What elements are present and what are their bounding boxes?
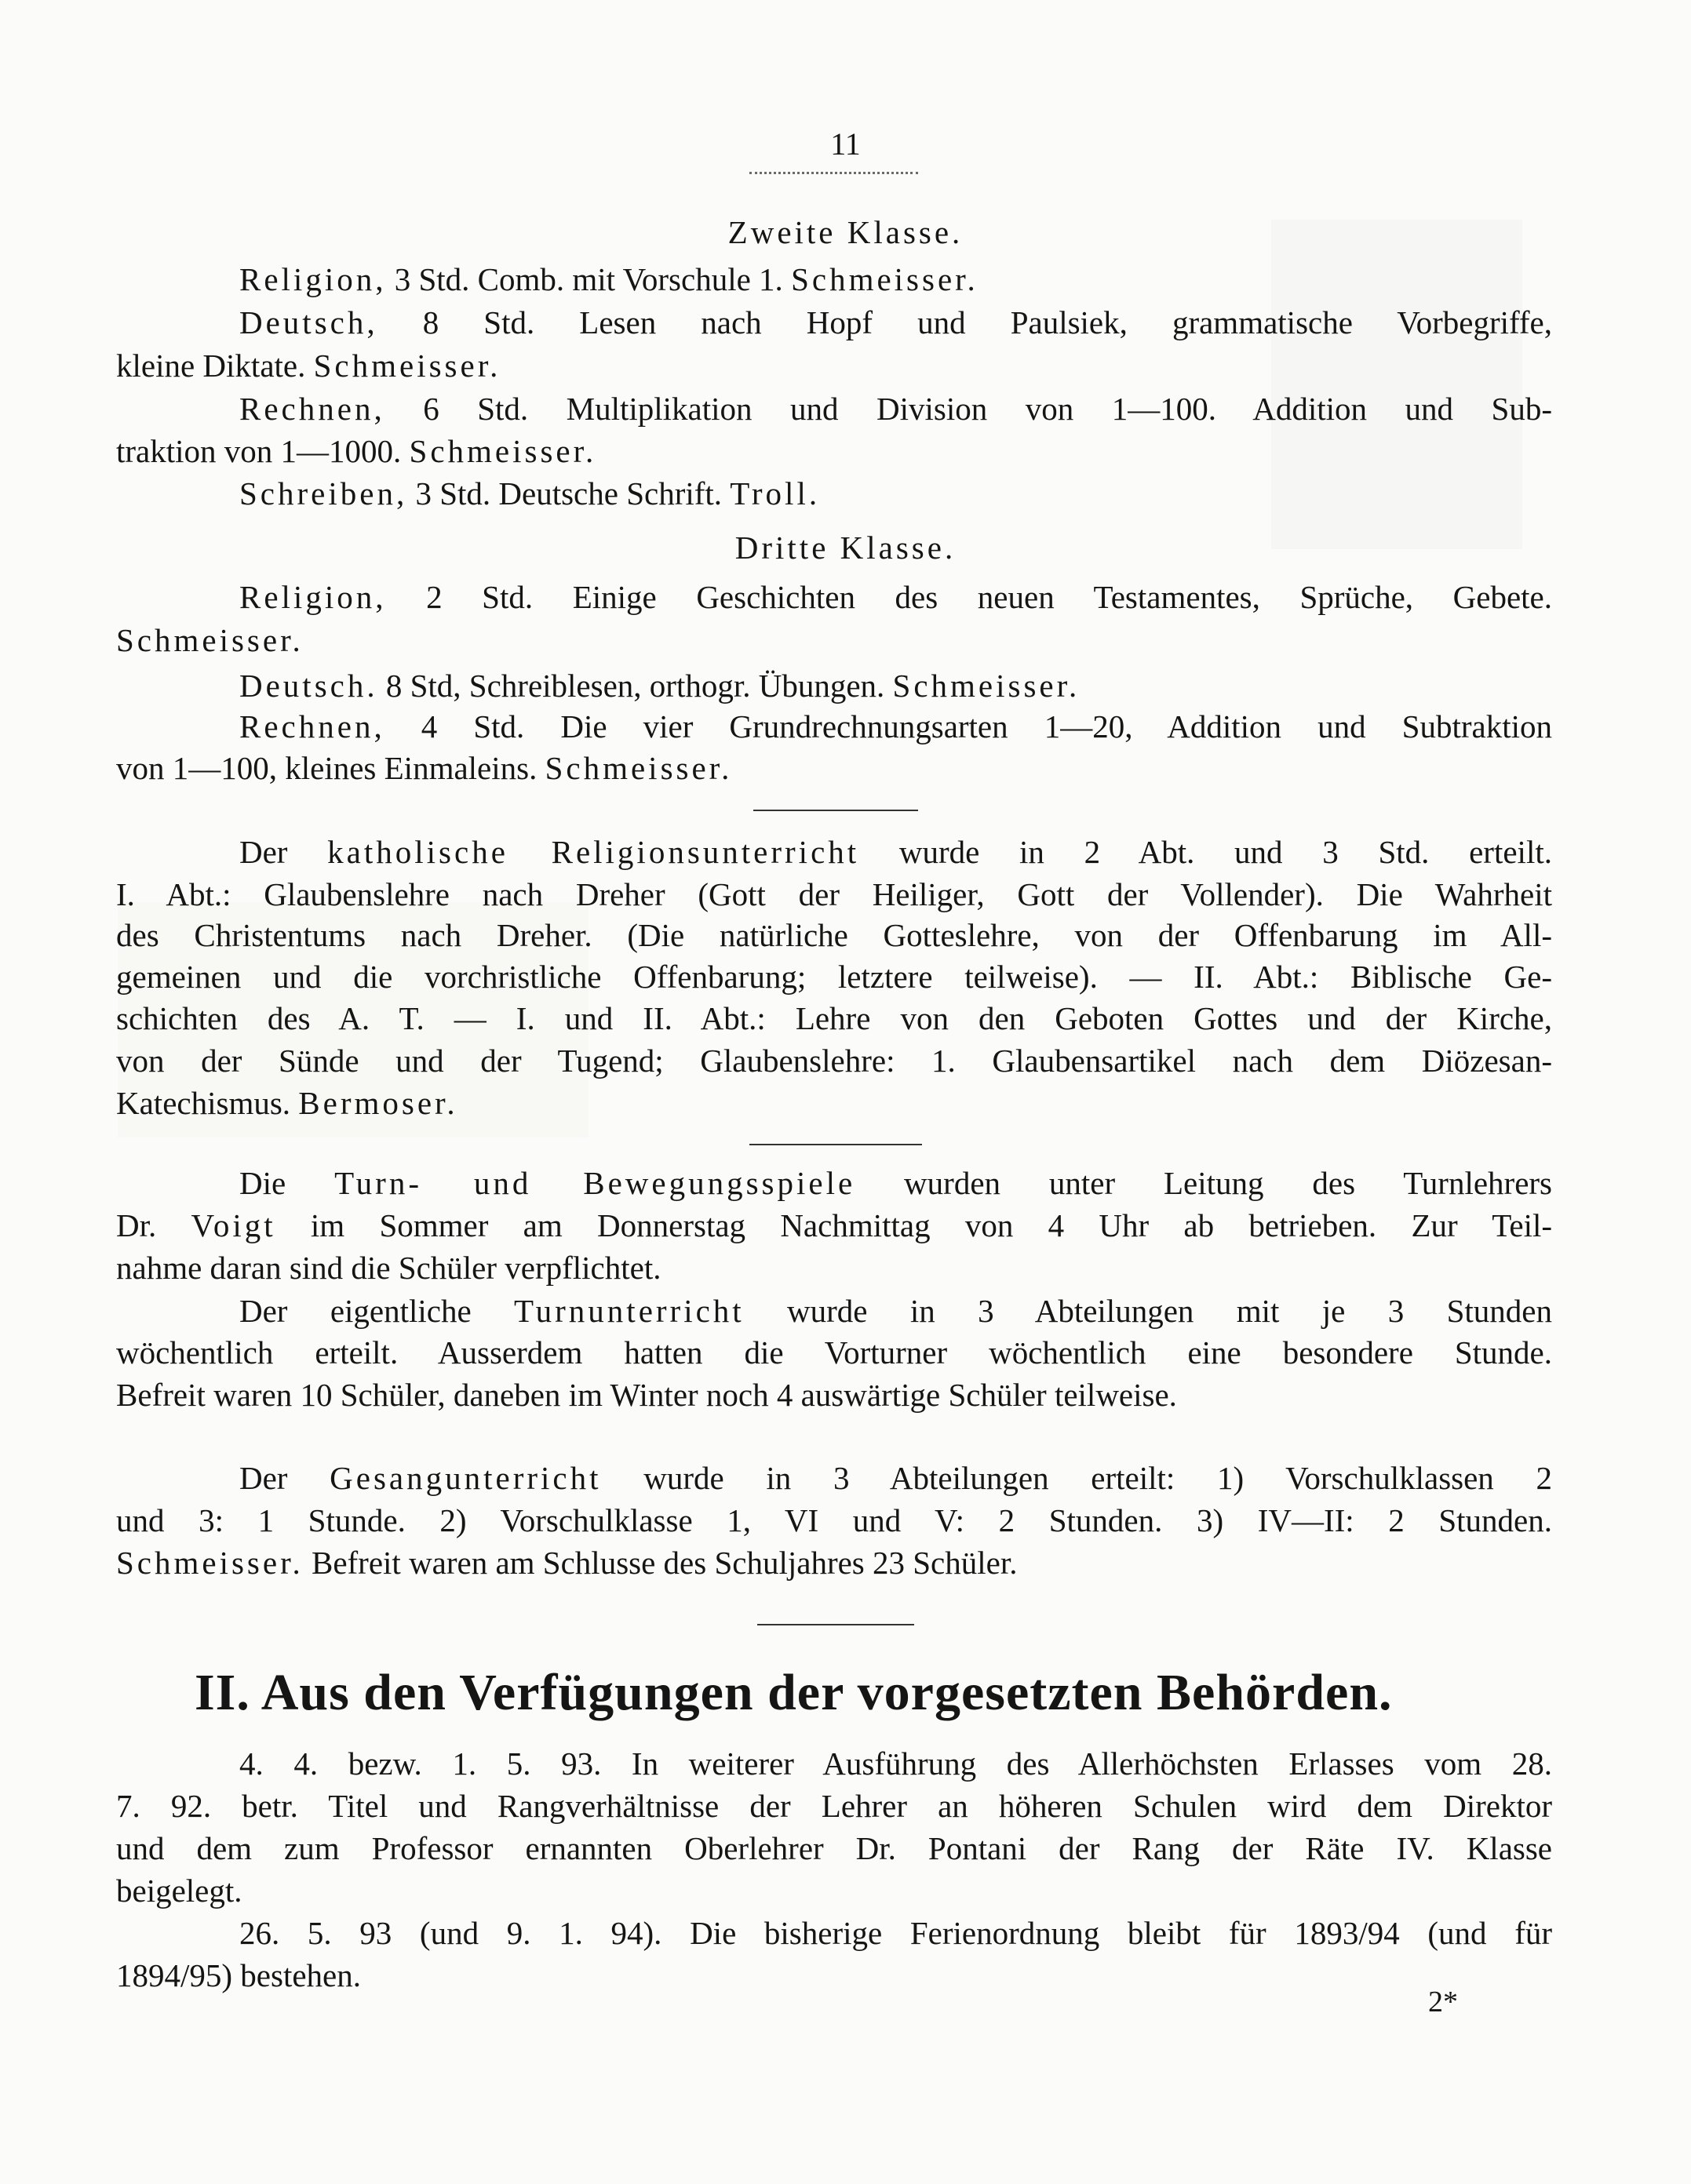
turn-line-1 <box>239 1163 1552 1203</box>
text: wurde in 3 Abteilungen erteilt: 1) Vorschulklassen 2 <box>601 1460 1553 1496</box>
gesang-line-2: und 3: 1 Stunde. 2) Vorschulklasse 1, VI und V: 2 Stunden. 3) IV—II: 2 Stunden. <box>116 1502 1552 1538</box>
teacher-name: Troll. <box>730 475 821 511</box>
text: Befreit waren am Schlusse des Schuljahres 23 Schüler. <box>303 1545 1018 1581</box>
turn-line-3: nahme daran sind die Schüler verpflichtet. <box>116 1250 661 1286</box>
verfuegung-1-line-3: und dem zum Professor ernannten Oberlehrer Dr. Pontani der Rang der Räte IV. Klasse <box>116 1830 1552 1866</box>
zweite-rechnen-line-2 <box>116 431 1552 471</box>
teacher-name: Schmeisser. <box>116 1545 304 1581</box>
zweite-deutsch-line-2 <box>116 345 1552 386</box>
text: Der <box>239 834 328 870</box>
kath-line-7 <box>116 1083 1552 1123</box>
verfuegung-1-line-4: beigelegt. <box>116 1873 242 1909</box>
spaced-term: katholische Religionsunterricht <box>327 834 860 870</box>
spaced-term: Turn- und Bewegungsspiele <box>334 1165 856 1201</box>
zweite-religion-line <box>239 259 1552 300</box>
teacher-name: Schmeisser. <box>892 668 1081 704</box>
text: wurde in 2 Abt. und 3 Std. erteilt. <box>859 834 1552 870</box>
spaced-term: Gesangunterricht <box>330 1460 602 1496</box>
subject-text: kleine Diktate. <box>116 348 314 384</box>
kath-line-1 <box>239 832 1552 872</box>
subject-label: Rechnen, <box>239 708 385 744</box>
text: Die <box>239 1165 335 1201</box>
subject-label: Deutsch, <box>239 304 378 340</box>
subject-text: 4 Std. Die vier Grundrechnungsarten 1—20, Addition und Subtraktion <box>384 708 1552 744</box>
kath-line-3: des Christentums nach Dreher. (Die natürliche Gotteslehre, von der Offenbarung im All- <box>116 917 1552 953</box>
gesang-line-1 <box>239 1458 1552 1498</box>
verfuegung-1-line-2: 7. 92. betr. Titel und Rangverhältnisse der Lehrer an höheren Schulen wird dem Direktor <box>116 1788 1552 1824</box>
turn-line-5: wöchentlich erteilt. Ausserdem hatten die Vorturner wöchentlich eine besondere Stunde. <box>116 1334 1552 1370</box>
divider-rule <box>757 1624 914 1625</box>
dritte-rechnen-line-1 <box>239 706 1552 747</box>
subject-label: Deutsch. <box>239 668 378 704</box>
kath-line-6: von der Sünde und der Tugend; Glaubenslehre: 1. Glaubensartikel nach dem Diözesan- <box>116 1043 1552 1079</box>
subject-text: 2 Std. Einige Geschichten des neuen Testamentes, Sprüche, Gebete. <box>386 579 1552 615</box>
dritte-religion-line-1 <box>239 577 1552 617</box>
subject-label: Religion, <box>239 261 387 297</box>
subject-text: 6 Std. Multiplikation und Division von 1—100. Addition und Sub- <box>384 391 1552 427</box>
verfuegung-1-line-1: 4. 4. bezw. 1. 5. 93. In weiterer Ausführung des Allerhöchsten Erlasses vom 28. <box>239 1745 1552 1782</box>
subject-label: Rechnen, <box>239 391 385 427</box>
zweite-deutsch-line-1 <box>239 302 1552 343</box>
turn-line-4 <box>239 1290 1552 1331</box>
teacher-name: Schmeisser. <box>409 433 597 469</box>
spaced-term: Turnunterricht <box>514 1293 745 1329</box>
divider-rule <box>753 810 918 811</box>
subject-text: 3 Std. Deutsche Schrift. <box>407 475 731 511</box>
subject-text: traktion von 1—1000. <box>116 433 410 469</box>
verfuegung-2-line-1: 26. 5. 93 (und 9. 1. 94). Die bisherige Ferienordnung bleibt für 1893/94 (und für <box>239 1915 1552 1951</box>
text: Dr. <box>116 1207 191 1243</box>
kath-line-4: gemeinen und die vorchristliche Offenbarung; letztere teilweise). — II. Abt.: Biblische Ge- <box>116 959 1552 995</box>
zweite-rechnen-line-1 <box>239 388 1552 429</box>
subject-label: Schreiben, <box>239 475 408 511</box>
turn-line-2 <box>116 1205 1552 1246</box>
teacher-name: Voigt <box>191 1207 276 1243</box>
signature-mark: 2* <box>1428 1986 1458 2018</box>
dritte-religion-line-2 <box>116 620 1552 661</box>
text: im Sommer am Donnerstag Nachmittag von 4 Uhr ab betrieben. Zur Teil- <box>275 1207 1553 1243</box>
page-number-ornament <box>749 161 918 174</box>
dritte-rechnen-line-2 <box>116 748 1552 788</box>
dritte-deutsch-line <box>239 665 1552 706</box>
gesang-line-3 <box>116 1542 1552 1583</box>
text: wurde in 3 Abteilungen mit je 3 Stunden <box>744 1293 1552 1329</box>
teacher-name: Schmeisser. <box>116 622 304 658</box>
subject-text: 8 Std. Lesen nach Hopf und Paulsiek, grammatische Vorbegriffe, <box>377 304 1552 340</box>
subject-text: 3 Std. Comb. mit Vorschule 1. <box>386 261 792 297</box>
verfuegung-2-line-2: 1894/95) bestehen. <box>116 1957 361 1993</box>
subject-text: von 1—100, kleines Einmaleins. <box>116 750 545 786</box>
section-heading: II. Aus den Verfügungen der vorgesetzten Behörden. <box>195 1664 1393 1721</box>
subject-text: 8 Std, Schreiblesen, orthogr. Übungen. <box>377 668 893 704</box>
turn-line-6: Befreit waren 10 Schüler, daneben im Winter noch 4 auswärtige Schüler teilweise. <box>116 1377 1177 1413</box>
kath-line-5: schichten des A. T. — I. und II. Abt.: Lehre von den Geboten Gottes und der Kirche, <box>116 1000 1552 1036</box>
text: Der eigentliche <box>239 1293 515 1329</box>
subject-label: Religion, <box>239 579 387 615</box>
text: Katechismus. <box>116 1085 299 1121</box>
divider-rule <box>749 1144 922 1145</box>
text: wurden unter Leitung des Turnlehrers <box>855 1165 1552 1201</box>
zweite-schreiben-line <box>239 473 1552 514</box>
teacher-name: Schmeisser. <box>313 348 501 384</box>
teacher-name: Schmeisser. <box>791 261 979 297</box>
page-number: 11 <box>830 126 861 162</box>
teacher-name: Schmeisser. <box>545 750 733 786</box>
text: Der <box>239 1460 330 1496</box>
dritte-klasse-title: Dritte Klasse. <box>734 530 957 566</box>
zweite-klasse-title: Zweite Klasse. <box>727 214 964 250</box>
teacher-name: Bermoser. <box>298 1085 458 1121</box>
kath-line-2: I. Abt.: Glaubenslehre nach Dreher (Gott der Heiliger, Gott der Vollender). Die Wahrheit <box>116 876 1552 912</box>
